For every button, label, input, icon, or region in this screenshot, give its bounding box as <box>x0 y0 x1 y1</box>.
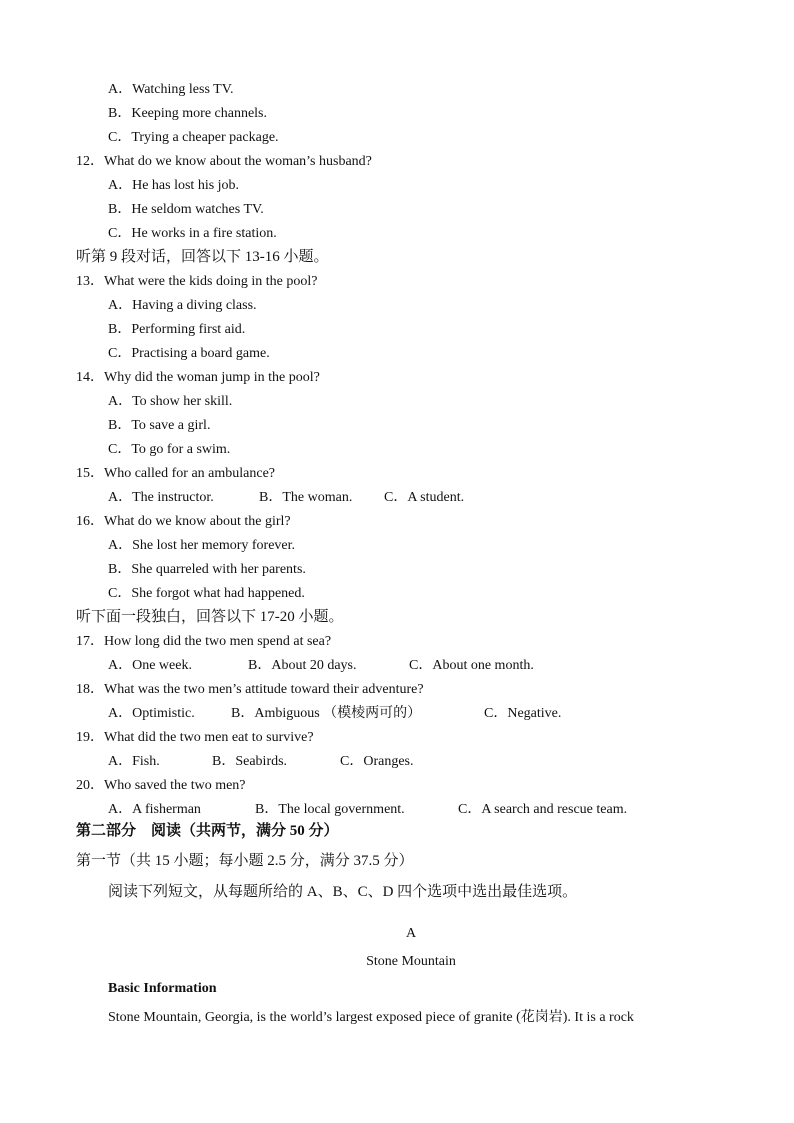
q17-stem: 17．How long did the two men spend at sea? <box>76 634 332 649</box>
q18-option-a: A．Optimistic. <box>108 706 195 721</box>
q13-option-a: A．Having a diving class. <box>108 298 257 313</box>
passage-subheading: Basic Information <box>108 981 217 996</box>
q15-stem: 15．Who called for an ambulance? <box>76 466 276 481</box>
q12-option-a: A．He has lost his job. <box>108 178 240 193</box>
passage-letter: A <box>405 926 417 941</box>
q13-stem: 13．What were the kids doing in the pool? <box>76 274 318 289</box>
q18-option-c: C．Negative. <box>484 706 562 721</box>
q20-option-b: B．The local government. <box>255 802 405 817</box>
q16-stem: 16．What do we know about the girl? <box>76 514 291 529</box>
q11-option-c: C．Trying a cheaper package. <box>108 130 279 145</box>
q11-option-b: B．Keeping more channels. <box>108 106 268 121</box>
q14-option-b: B．To save a girl. <box>108 418 211 433</box>
q17-option-c: C．About one month. <box>409 658 534 673</box>
q20-option-a: A．A fisherman <box>108 802 201 817</box>
q18-option-b: B．Ambiguous （模棱两可的） <box>231 706 422 721</box>
passage-first-line: Stone Mountain, Georgia, is the world’s largest exposed piece of granite (花岗岩). It is a rock <box>108 1010 634 1025</box>
q17-option-b: B．About 20 days. <box>248 658 357 673</box>
passage-title: Stone Mountain <box>366 954 456 969</box>
q17-option-a: A．One week. <box>108 658 192 673</box>
q15-option-a: A．The instructor. <box>108 490 214 505</box>
instruction-monologue: 听下面一段独白，回答以下 17-20 小题。 <box>76 609 344 625</box>
q19-options <box>108 753 414 771</box>
q18-stem: 18．What was the two men’s attitude toward their adventure? <box>76 682 424 697</box>
q12-option-b: B．He seldom watches TV. <box>108 202 264 217</box>
q16-option-a: A．She lost her memory forever. <box>108 538 296 553</box>
q14-option-c: C．To go for a swim. <box>108 442 231 457</box>
q14-stem: 14．Why did the woman jump in the pool? <box>76 370 320 385</box>
q17-options <box>108 657 534 675</box>
q15-option-c: C．A student. <box>384 490 465 505</box>
q13-option-c: C．Practising a board game. <box>108 346 270 361</box>
q12-stem: 12．What do we know about the woman’s husband? <box>76 154 372 169</box>
q20-option-c: C．A search and rescue team. <box>458 802 628 817</box>
q11-option-a: A．Watching less TV. <box>108 82 234 97</box>
reading-instruction: 阅读下列短文，从每题所给的 A、B、C、D 四个选项中选出最佳选项。 <box>108 884 578 900</box>
section1-title: 第一节（共 15 小题；每小题 2.5 分，满分 37.5 分） <box>76 853 414 869</box>
q16-option-b: B．She quarreled with her parents. <box>108 562 306 577</box>
q20-stem: 20．Who saved the two men? <box>76 778 246 793</box>
instruction-dialogue-9: 听第 9 段对话，回答以下 13-16 小题。 <box>76 249 329 265</box>
q15-options <box>108 489 464 507</box>
q19-option-b: B．Seabirds. <box>212 754 288 769</box>
q20-options <box>108 801 627 819</box>
q16-option-c: C．She forgot what had happened. <box>108 586 305 601</box>
q15-option-b: B．The woman. <box>259 490 353 505</box>
q12-option-c: C．He works in a fire station. <box>108 226 277 241</box>
q19-stem: 19．What did the two men eat to survive? <box>76 730 314 745</box>
q19-option-a: A．Fish. <box>108 754 160 769</box>
q19-option-c: C．Oranges. <box>340 754 414 769</box>
part2-title: 第二部分 阅读（共两节，满分 50 分） <box>76 823 339 839</box>
q13-option-b: B．Performing first aid. <box>108 322 246 337</box>
q18-options <box>108 705 561 723</box>
q14-option-a: A．To show her skill. <box>108 394 233 409</box>
